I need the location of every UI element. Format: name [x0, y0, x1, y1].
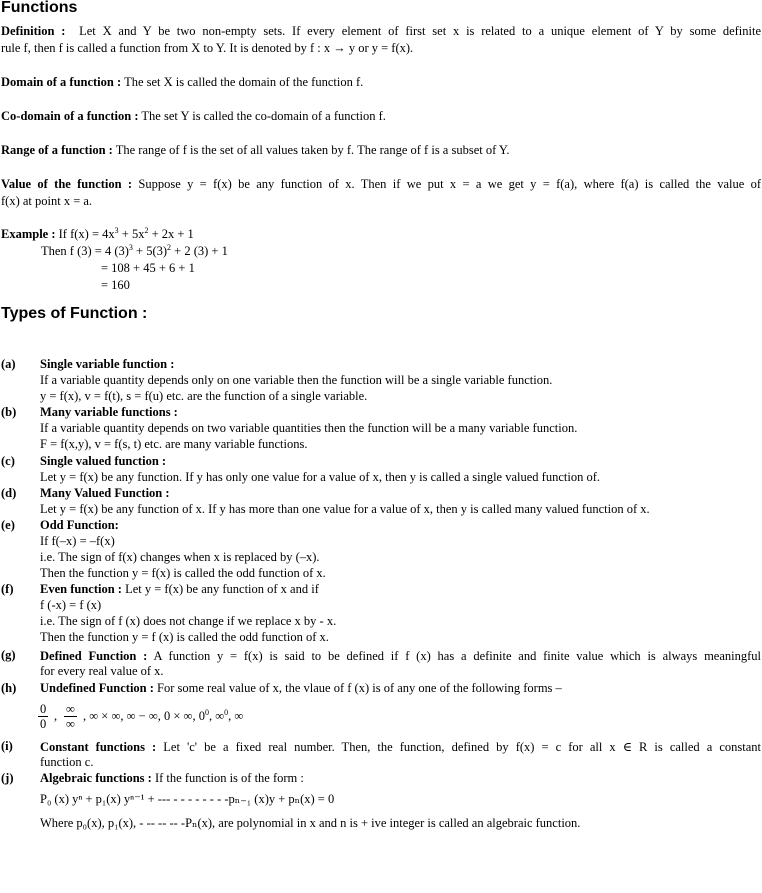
value-line-1: [1, 176, 761, 193]
type-h-heading-line: [40, 681, 562, 696]
example-line-3: = 108 + 45 + 6 + 1: [101, 261, 195, 275]
type-c-heading: Single valued function :: [40, 454, 167, 468]
type-a-line-2: y = f(x), v = f(t), s = f(u) etc. are the function of a single variable.: [40, 389, 368, 403]
type-h-text: For some real value of x, the vlaue of f (x) is of any one of the following forms –: [157, 681, 562, 695]
indeterminate-forms: , ∞ × ∞, ∞ − ∞, 0 × ∞, $0^0$, ∞$^0$, ∞: [83, 707, 244, 723]
value-label: Value of the function :: [1, 177, 133, 191]
definition-text-1: Let X and Y be two non-empty sets. If every element of first set x is related to a unique element of Y by some definite: [79, 24, 762, 38]
type-f-label: (f): [1, 582, 14, 596]
type-i-line-2: function c.: [40, 755, 94, 769]
definition-line-1: [1, 23, 761, 40]
type-h-heading: Undefined Function :: [40, 681, 154, 695]
type-f-line-3: Then the function y = f (x) is called the odd function of x.: [40, 630, 329, 644]
type-e-line-2: i.e. The sign of f(x) changes when x is replaced by (–x).: [40, 550, 320, 564]
fraction-zero-over-zero: $\frac{0}{0}$: [40, 702, 47, 731]
type-i-heading: Constant functions :: [40, 740, 157, 754]
type-j-label: (j): [1, 771, 14, 785]
type-c-line-1: Let y = f(x) be any function. If y has only one value for a value of x, then y is called a single valued function of.: [40, 470, 600, 484]
types-heading: Types of Function :: [1, 305, 148, 322]
type-i-text-1: Let 'c' be a fixed real number. Then, the function, defined by f(x) = c for all x ∈ R is called a constant: [163, 740, 761, 754]
type-g-label: (g): [1, 648, 16, 662]
page-title: Functions: [1, 0, 78, 16]
type-b-line-1: If a variable quantity depends on two variable quantities then the function will be a many variable function.: [40, 421, 578, 435]
type-g-line-1: [40, 648, 761, 664]
example-line-1: Example : If $f(x) = 4x^3 + 5x^2 + 2x + 1$: [1, 225, 194, 241]
type-e-label: (e): [1, 518, 15, 532]
type-g-line-2: for every real value of x.: [40, 664, 164, 678]
type-j-heading: Algebraic functions :: [40, 771, 152, 785]
type-j-equation: P₀ (x) yⁿ + p₁(x) yⁿ⁻¹ + --- - - - - - - - -pₙ₋₁ (x)y + pₙ(x) = 0: [40, 792, 335, 806]
type-b-label: (b): [1, 405, 17, 419]
range-label: Range of a function :: [1, 143, 113, 157]
type-f-line-1: f (-x) = f (x): [40, 598, 102, 612]
type-d-label: (d): [1, 486, 17, 500]
example-label: Example :: [1, 227, 56, 241]
type-f-heading-rest: Let y = f(x) be any function of x and if: [125, 582, 319, 596]
example-line-2: Then f (3) = 4 $(3)^3 + 5(3)^2 + 2$ (3) + 1: [41, 242, 228, 258]
domain-label: Domain of a function :: [1, 75, 122, 89]
type-f-heading-line: [40, 582, 319, 597]
codomain-paragraph: [1, 108, 761, 125]
type-f-heading: Even function :: [40, 582, 122, 596]
type-a-line-1: If a variable quantity depends only on one variable then the function will be a single variable function.: [40, 373, 553, 387]
type-h-label: (h): [1, 681, 17, 695]
codomain-text: The set Y is called the co-domain of a function f.: [141, 109, 386, 123]
type-a-label: (a): [1, 357, 16, 371]
type-i-line-1: [40, 739, 761, 755]
domain-text: The set X is called the domain of the function f.: [124, 75, 364, 89]
codomain-label: Co-domain of a function :: [1, 109, 139, 123]
type-e-line-3: Then the function y = f(x) is called the odd function of x.: [40, 566, 326, 580]
definition-label: Definition :: [1, 24, 66, 38]
value-line-2: f(x) at point x = a.: [1, 194, 93, 208]
definition-line-2: rule f, then f is called a function from X to Y. It is denoted by f : x → y or y = f(x).: [1, 41, 414, 55]
type-j-heading-rest: If the function is of the form :: [154, 771, 304, 785]
type-a-heading: Single variable function :: [40, 357, 175, 371]
type-j-line-2: Where p₀(x), p₁(x), - -- -- -- -Pₙ(x), are polynomial in x and n is + ive integer is called an algebraic function.: [40, 816, 581, 830]
type-b-heading: Many variable functions :: [40, 405, 178, 419]
range-paragraph: [1, 142, 761, 159]
type-g-text-1: A function y = f(x) is said to be defined if f (x) has a definite and finite value which is always meaningful: [153, 649, 762, 663]
type-c-label: (c): [1, 454, 15, 468]
type-e-heading: Odd Function:: [40, 518, 119, 532]
type-g-heading: Defined Function :: [40, 649, 148, 663]
comma-1: ,: [54, 709, 58, 723]
type-e-line-1: If f(–x) = –f(x): [40, 534, 115, 548]
type-d-heading: Many Valued Function :: [40, 486, 170, 500]
domain-paragraph: [1, 74, 761, 91]
type-b-line-2: F = f(x,y), v = f(s, t) etc. are many variable functions.: [40, 437, 308, 451]
value-text-1: Suppose y = f(x) be any function of x. Then if we put x = a we get y = f(a), where f(a) is called the value of: [138, 177, 762, 191]
type-d-line-1: Let y = f(x) be any function of x. If y has more than one value for a value of x, then y is called many valued function of x.: [40, 502, 650, 516]
range-text: The range of f is the set of all values taken by f. The range of f is a subset of Y.: [115, 143, 510, 157]
fraction-inf-over-inf: ∞ ∞: [66, 702, 75, 731]
type-f-line-2: i.e. The sign of f (x) does not change if we replace x by - x.: [40, 614, 337, 628]
example-line-4: = 160: [101, 278, 130, 292]
type-j-heading-line: [40, 771, 304, 786]
type-i-label: (i): [1, 739, 13, 753]
